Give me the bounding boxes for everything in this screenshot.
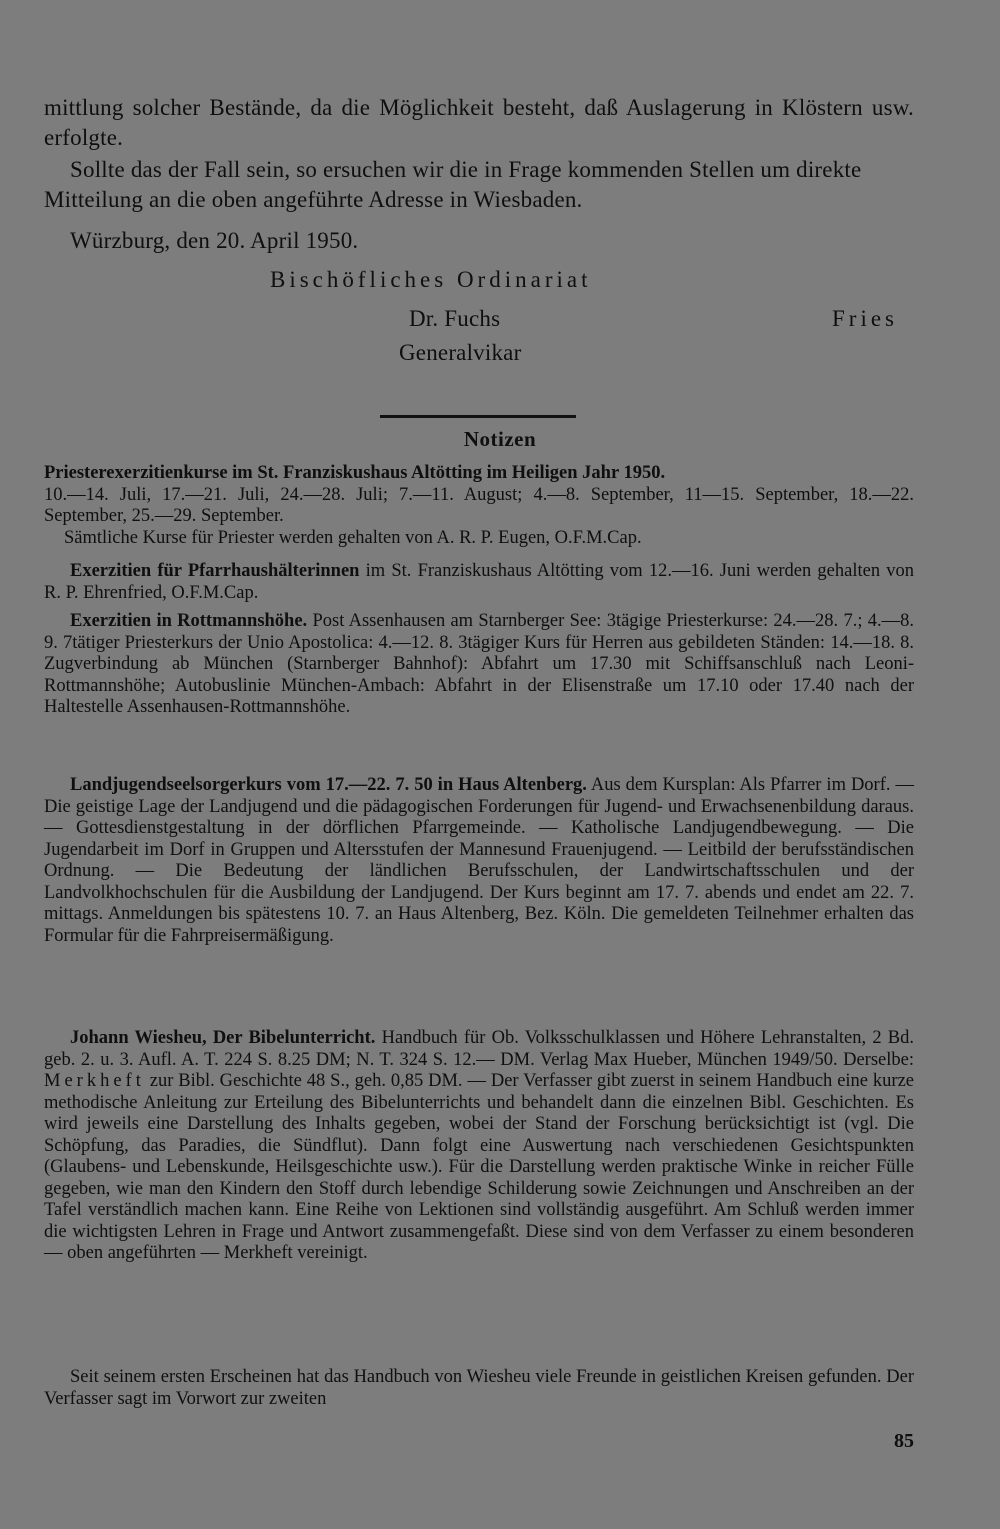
notice-text: Aus dem Kursplan: Als Pfarrer im Dorf. — Die geistige Lage der Landjugend und die pädagogischen Forderungen für Jugend- und Erwachsenenbildung daraus. — Gottesdienstgestaltung in der dörflichen Pfarrgemeinde. — Katholische Landjugendbewegung. — Die Jugendarbeit im Dorf in Gruppen und Altersstufen der Mannesund Frauenjugend. — Leitbild der berufsständischen Ordnung. — Die Bedeutung der ländlichen Berufsschulen, der Landwirtschaftsschulen und der Landvolkhochschulen für die Ausbildung der Landjugend. Der Kurs beginnt am 17. 7. abends und endet am 22. 7. mittags. Anmeldungen bis spätestens 10. 7. an Haus Altenberg, Bez. Köln. Die gemeldeten Teilnehmer erhalten das Formular für die Fahrpreisermäßigung. bbox=[44, 775, 914, 946]
notice-title: Landjugendseelsorgerkurs vom 17.—22. 7. 50 in Haus Altenberg. bbox=[70, 775, 587, 795]
request-paragraph: Sollte das der Fall sein, so ersuchen wir die in Frage kommenden Stellen um direkte Mitteilung an die oben angeführte Adresse in Wiesbaden. bbox=[44, 157, 862, 212]
notice-text: zur Bibl. Geschichte 48 S., geh. 0,85 DM. — Der Verfasser gibt zuerst in seinem Handbuch eine kurze methodische Anleitung zur Erteilung des Bibelunterrichts und behandelt dann die einzelnen Bibl. Geschichten. Es wird jeweils eine Darstellung des Inhalts gegeben, wobei der Stand der Forschung berücksichtigt ist (vgl. Die Schöpfung, das Paradies, die Sündflut). Dann folgt eine Auswertung nach verschiedenen Gesichtspunkten (Glaubens- und Lebenskunde, Heilsgeschichte usw.). Für die Darstellung werden praktische Winke in reicher Fülle gegeben, wie man den Kindern den Stoff durch lebendige Schilderung sowie Zeichnungen und Anschreiben an der Tafel verständlich machen kann. Eine Reihe von Lektionen sind vollständig ausgeführt. Am Schluß werden immer die wichtigsten Lehren in Frage und Antwort zusammengefaßt. Diese sind von dem Verfasser zu einem besonderen — oben angeführten — Merkheft vereinigt. bbox=[44, 1071, 914, 1263]
notice-housekeeper-retreats bbox=[44, 561, 914, 604]
notice-text: 10.—14. Juli, 17.—21. Juli, 24.—28. Juli; 7.—11. August; 4.—8. September, 11—15. September, 18.—22. September, 25.—29. September. bbox=[44, 484, 914, 526]
notice-text: im St. Franziskushaus Altötting vom 12.—16. Juni werden gehalten von R. P. Ehrenfried, O.F.M.Cap. bbox=[44, 561, 914, 603]
intro-paragraph: mittlung solcher Bestände, da die Möglichkeit besteht, daß Auslagerung in Klöstern usw. erfolgte. bbox=[44, 95, 914, 150]
signature-office: Bischöfliches Ordinariat bbox=[270, 267, 592, 292]
notice-title: Exerzitien in Rottmannshöhe. bbox=[70, 611, 308, 631]
notice-landjugend-course bbox=[44, 775, 914, 947]
section-divider bbox=[380, 415, 576, 418]
notice-text: Post Assenhausen am Starnberger See: 3tägige Priesterkurse: 24.—28. 7.; 4.—8. 9. 7tätiger Priesterkurs der Unio Apostolica: 4.—12. 8. 3tägiger Kurs für Herren aus gebildeten Ständen: 14.—18. 8. Zugverbindung ab München (Starnberger Bahnhof): Abfahrt um 17.30 mit Schiffsanschluß nach Leoni-Rottmannshöhe; Autobuslinie München-Ambach: Abfahrt in der Elisenstraße um 17.10 oder 17.40 nach der Haltestelle Assenhausen-Rottmannshöhe. bbox=[44, 611, 914, 717]
notice-priest-retreats bbox=[44, 463, 914, 549]
section-heading: Notizen bbox=[463, 427, 537, 451]
signature-cosigner: Fries bbox=[832, 306, 898, 331]
review-continuation: Seit seinem ersten Erscheinen hat das Handbuch von Wiesheu viele Freunde in geistlichen Kreisen gefunden. Der Verfasser sagt im Vorwort zur zweiten bbox=[44, 1367, 914, 1409]
signature-name: Dr. Fuchs bbox=[409, 306, 501, 331]
notice-title: Johann Wiesheu, Der Bibelunterricht. bbox=[70, 1028, 376, 1048]
notice-title: Exerzitien für Pfarrhaushälterinnen bbox=[70, 561, 360, 581]
date-line: Würzburg, den 20. April 1950. bbox=[70, 228, 359, 253]
notice-text: Handbuch für Ob. Volksschulklassen und Höhere Lehranstalten, 2 Bd. geb. 2. u. 3. Aufl. A. T. 224 S. 8.25 DM; N. T. 324 S. 12.— DM. Verlag Max Hueber, München 1949/50. Derselbe: bbox=[44, 1028, 914, 1070]
book-review-wiesheu bbox=[44, 1028, 914, 1265]
notice-text: Sämtliche Kurse für Priester werden gehalten von A. R. P. Eugen, O.F.M.Cap. bbox=[64, 527, 642, 548]
notice-rottmannshoehe bbox=[44, 611, 914, 719]
notice-text-spaced: Merkheft bbox=[44, 1071, 145, 1091]
page-number: 85 bbox=[894, 1430, 914, 1452]
notice-title: Priesterexerzitienkurse im St. Franziskushaus Altötting im Heiligen Jahr 1950. bbox=[44, 463, 666, 483]
signature-title: Generalvikar bbox=[399, 340, 522, 365]
